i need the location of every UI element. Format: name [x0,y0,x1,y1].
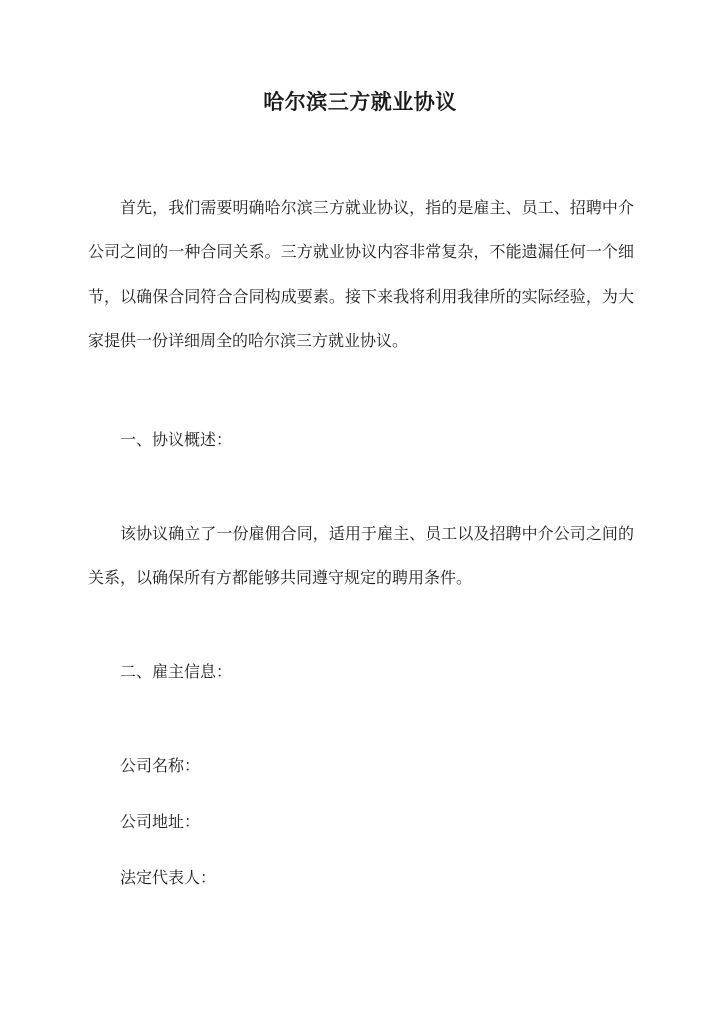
field-legal-representative: 法定代表人： [120,868,217,887]
field-company-address: 公司地址： [120,812,201,831]
section-2-heading: 二、雇主信息： [120,662,233,681]
section-1-body: 该协议确立了一份雇佣合同，适用于雇主、员工以及招聘中介公司之间的关系，以确保所有方都能够共同遵守规定的聘用条件。 [88,524,634,588]
field-company-name: 公司名称： [120,756,201,775]
intro-paragraph: 首先，我们需要明确哈尔滨三方就业协议，指的是雇主、员工、招聘中介公司之间的一种合同关系。三方就业协议内容非常复杂，不能遗漏任何一个细节，以确保合同符合合同构成要素。接下来我将利用我律所的实际经验，为大家提供一份详细周全的哈尔滨三方就业协议。 [88,198,634,350]
section-1-heading: 一、协议概述： [120,430,233,449]
document-title: 哈尔滨三方就业协议 [263,89,457,114]
